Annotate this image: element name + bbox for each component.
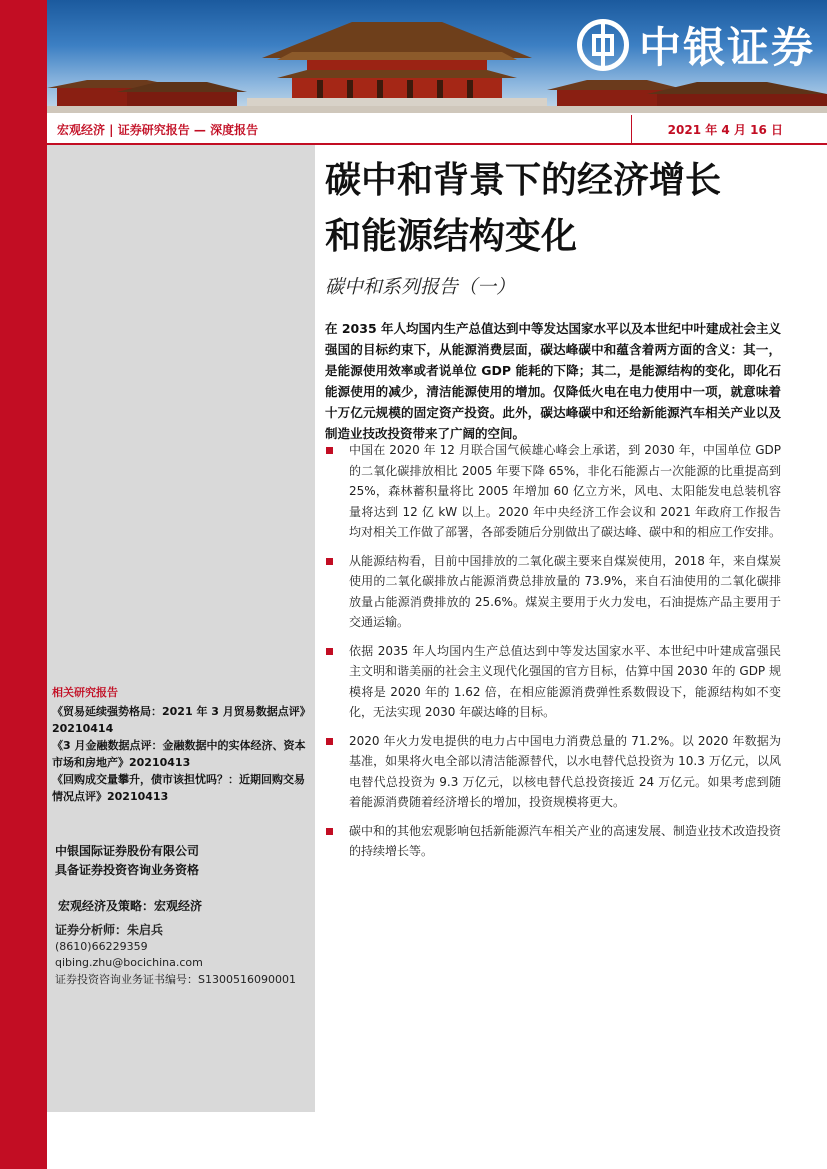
- related-reports: [52, 684, 310, 805]
- left-red-bar: [0, 0, 47, 1169]
- analyst-line: [55, 922, 310, 939]
- brand-logo: [577, 14, 815, 76]
- related-report-link[interactable]: 《回购成交量攀升，债市该担忧吗？：近期回购交易情况点评》20210413: [52, 773, 305, 803]
- title-line-1: 碳中和背景下的经济增长: [325, 159, 722, 201]
- strategy-label: 宏观经济及策略：宏观经济: [58, 899, 203, 913]
- company-qualification: 具备证券投资咨询业务资格: [55, 863, 200, 877]
- bullet-square-icon: [326, 738, 333, 745]
- bullet-square-icon: [326, 828, 333, 835]
- related-heading: 相关研究报告: [52, 686, 118, 699]
- report-title: [325, 152, 805, 264]
- report-date: 2021 年 4 月 16 日: [667, 123, 783, 137]
- analyst-license: 证券投资咨询业务证书编号：S1300516090001: [55, 972, 296, 986]
- list-item: 从能源结构看，目前中国排放的二氧化碳主要来自煤炭使用，2018 年，来自煤炭使用的二氧化碳排放占能源消费总排放量的 73.9%，来自石油使用的二氧化碳排放量占能源消费排放的 25.6%。煤炭主要用于火力发电，石油提炼产品主要用于交通运输。: [325, 551, 781, 633]
- analyst-info: [55, 922, 310, 988]
- report-subheader: [47, 113, 827, 145]
- analyst-name: 朱启兵: [127, 923, 164, 937]
- company-info: [55, 842, 305, 880]
- bullet-square-icon: [326, 558, 333, 565]
- related-report-link[interactable]: 《贸易延续强势格局：2021 年 3 月贸易数据点评》20210414: [52, 705, 306, 735]
- list-item: 中国在 2020 年 12 月联合国气候雄心峰会上承诺，到 2030 年，中国单位 GDP 的二氧化碳排放相比 2005 年要下降 65%，非化石能源占一次能源的比重提高到 25%，森林蓄积量将比 2005 年增加 60 亿立方米，风电、太阳能发电总装机容量将达到 12 亿 kW 以上。2020 年中央经济工作会议和 2021 年政府工作报告均对相关工作做了部署，各部委随后分别做出了碳达峰、碳中和的相应工作安排。: [325, 440, 781, 543]
- key-points-list: [325, 440, 781, 870]
- bank-of-china-logo-icon: [577, 19, 629, 71]
- list-item: 碳中和的其他宏观影响包括新能源汽车相关产业的高速发展、制造业技术改造投资的持续增长等。: [325, 821, 781, 862]
- analyst-label: 证券分析师：: [55, 923, 128, 937]
- report-summary: 在 2035 年人均国内生产总值达到中等发达国家水平以及本世纪中叶建成社会主义强国的目标约束下，从能源消费层面，碳达峰碳中和蕴含着两方面的含义：其一，是能源使用效率或者说单位 GDP 能耗的下降；其二，是能源结构的变化，即化石能源使用的减少，清洁能源使用的增加。仅降低火电在电力使用中一项，就意味着十万亿元规模的固定资产投资。此外，碳达峰碳中和还给新能源汽车相关产业以及制造业技改投资带来了广阔的空间。: [325, 321, 781, 441]
- analyst-phone: (8610)66229359: [55, 939, 148, 953]
- brand-name: 中银证券: [638, 23, 815, 72]
- bullet-square-icon: [326, 447, 333, 454]
- subheader-divider: [631, 115, 632, 143]
- report-subtitle: 碳中和系列报告（一）: [325, 276, 516, 298]
- report-category: 宏观经济 | 证券研究报告 — 深度报告: [57, 123, 259, 137]
- bullet-square-icon: [326, 648, 333, 655]
- header-banner: [47, 0, 827, 113]
- analyst-email[interactable]: qibing.zhu@bocichina.com: [55, 956, 203, 969]
- list-item: 依据 2035 年人均国内生产总值达到中等发达国家水平、本世纪中叶建成富强民主文明和谐美丽的社会主义现代化强国的官方目标，估算中国 2030 年的 GDP 规模将是 2020 年的 1.62 倍，在相应能源消费弹性系数假设下，能源结构如不变化，无法实现 2030 年碳达峰的目标。: [325, 641, 781, 723]
- company-name: 中银国际证券股份有限公司: [55, 844, 200, 858]
- title-line-2: 和能源结构变化: [325, 215, 578, 257]
- related-report-link[interactable]: 《3 月金融数据点评：金融数据中的实体经济、资本市场和房地产》20210413: [52, 739, 306, 769]
- list-item: 2020 年火力发电提供的电力占中国电力消费总量的 71.2%。以 2020 年数据为基准，如果将火电全部以清洁能源替代，以水电替代总投资为 10.3 万亿元，以风电替代总投资为 9.3 万亿元，以核电替代总投资接近 24 万亿元。如果考虑到随着能源消费随着经济增长的增加，投资规模将更大。: [325, 731, 781, 813]
